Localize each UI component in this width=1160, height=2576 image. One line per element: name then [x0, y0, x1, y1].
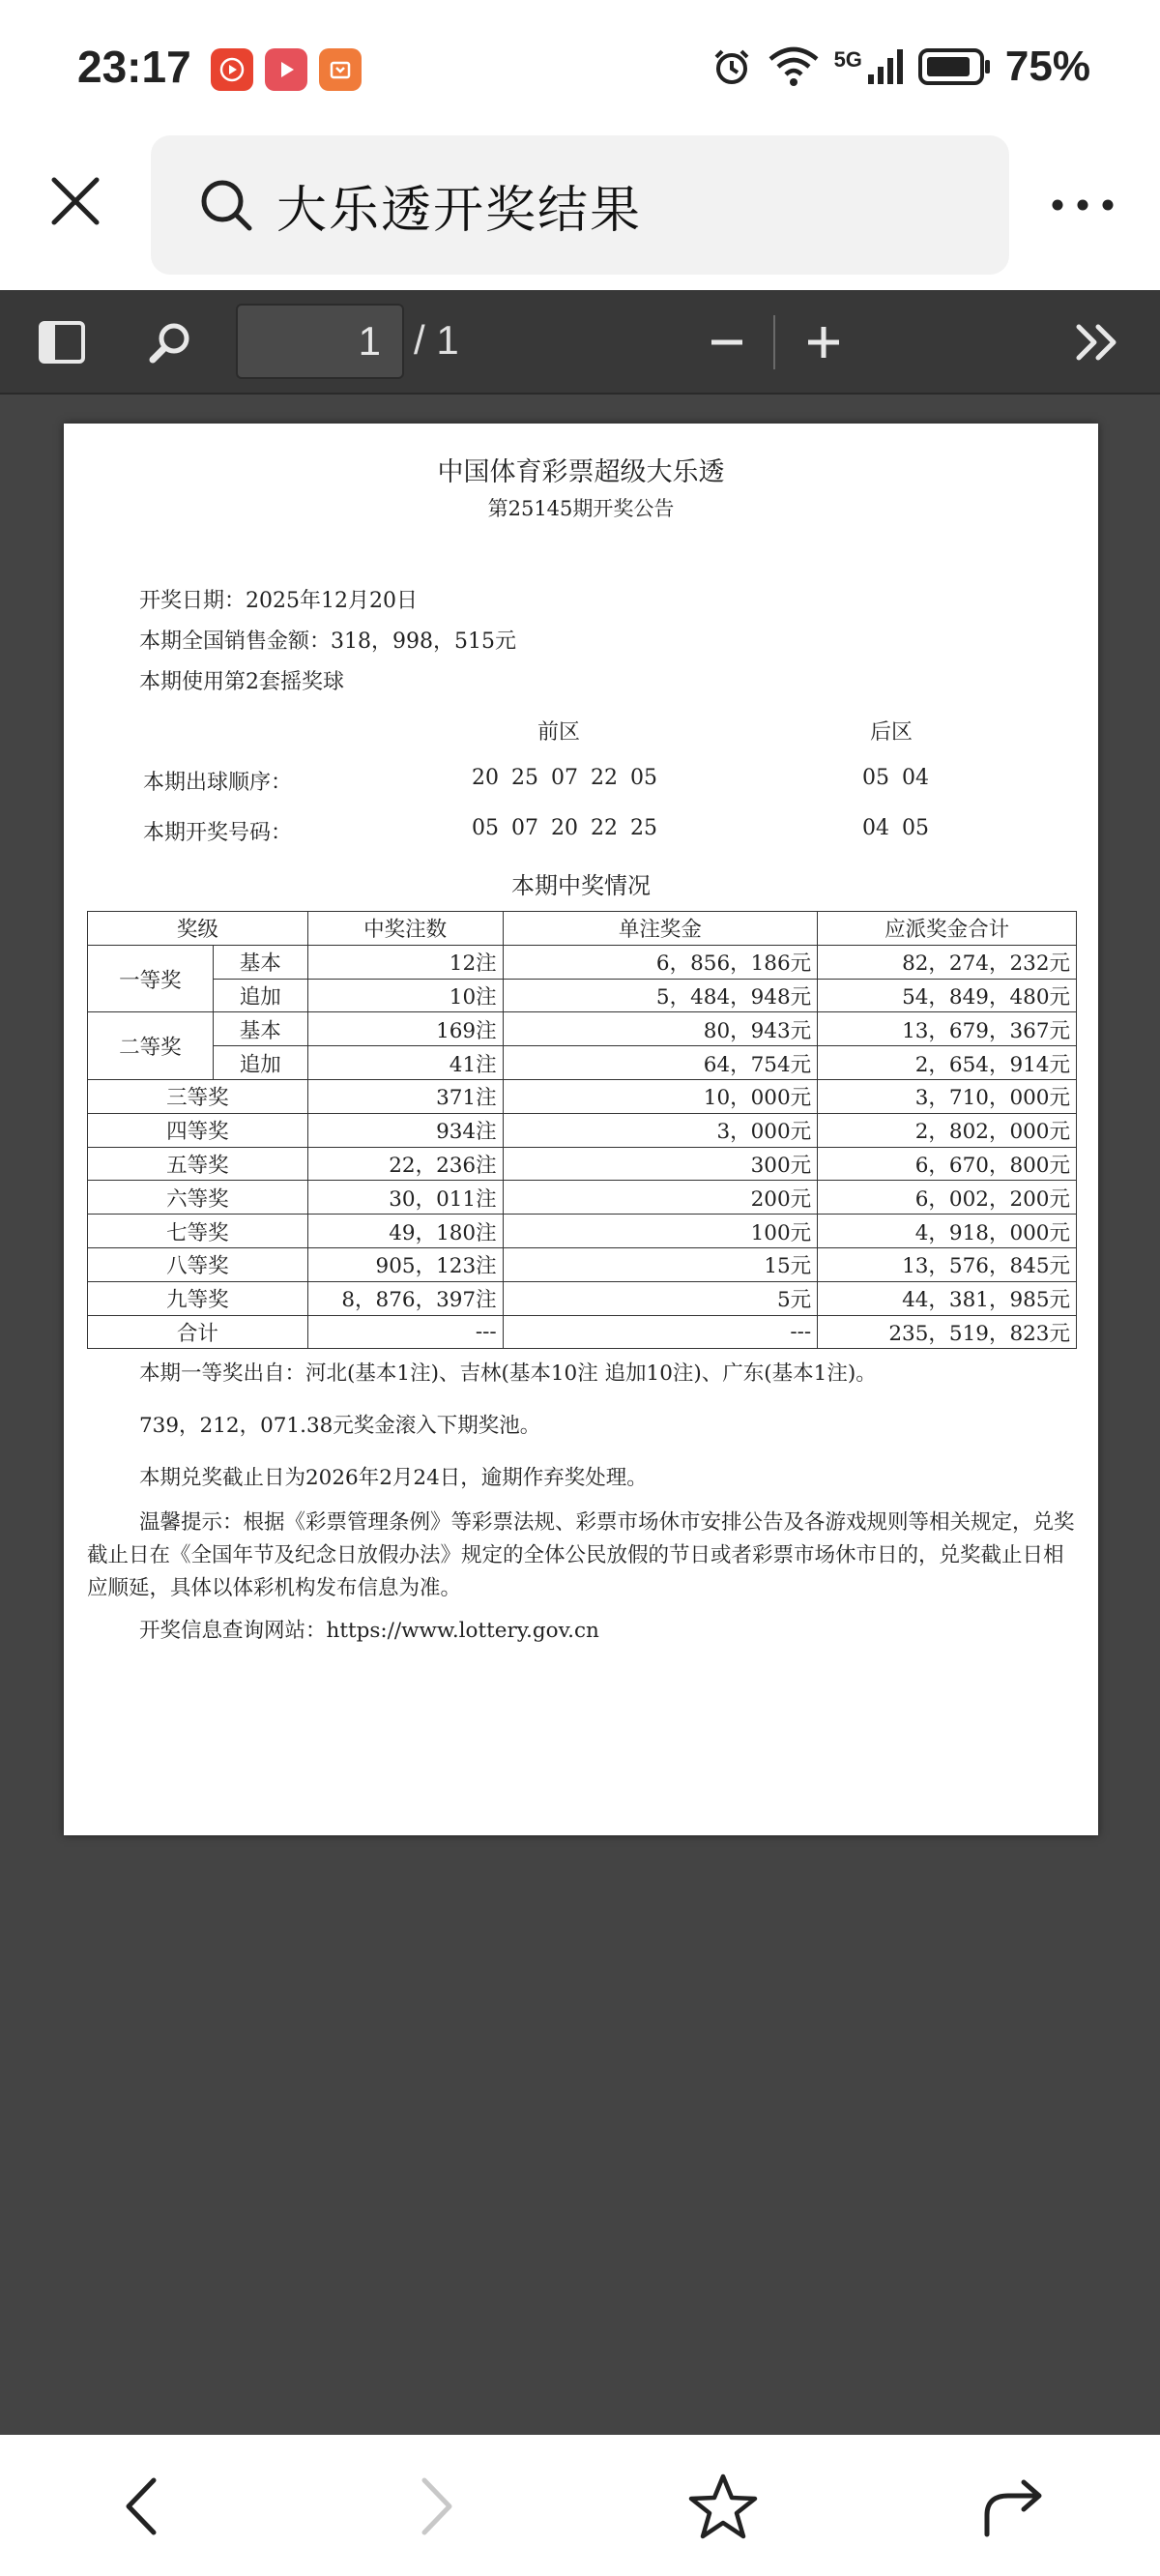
order-back-numbers: 05 04	[862, 766, 929, 790]
count-cell: 41注	[307, 1046, 503, 1080]
search-icon	[148, 320, 192, 365]
total-cell: 13，576，845元	[818, 1247, 1077, 1281]
search-header	[0, 135, 1160, 290]
count-cell: 934注	[307, 1113, 503, 1147]
level-cell: 二等奖	[88, 1012, 214, 1080]
count-cell: ---	[307, 1315, 503, 1349]
share-icon	[979, 2473, 1047, 2540]
prize-table	[87, 911, 1077, 1349]
search-query[interactable]: 大乐透开奖结果	[276, 181, 643, 240]
header-prize: 单注奖金	[503, 912, 818, 946]
total-cell: 13，679，367元	[818, 1012, 1077, 1046]
count-cell: 371注	[307, 1079, 503, 1113]
status-bar	[0, 0, 1160, 135]
numbers-label: 本期开奖号码：	[143, 821, 293, 845]
level-cell: 六等奖	[88, 1181, 308, 1215]
level-cell: 合计	[88, 1315, 308, 1349]
zoom-out-button[interactable]	[698, 313, 756, 371]
zoom-in-icon	[804, 323, 843, 362]
sidebar-toggle-icon	[38, 320, 86, 365]
forward-icon	[413, 2474, 461, 2538]
page-number-input[interactable]: 1	[236, 304, 404, 379]
total-cell: 235，519，823元	[818, 1315, 1077, 1349]
count-cell: 905，123注	[307, 1247, 503, 1281]
total-cell: 2，802，000元	[818, 1113, 1077, 1147]
cellular-signal	[834, 47, 905, 86]
sub-level-cell: 基本	[213, 945, 307, 979]
sub-level-cell: 追加	[213, 1046, 307, 1080]
draw-date: 开奖日期：2025年12月20日	[139, 589, 418, 613]
play-app-icon	[265, 48, 307, 91]
count-cell: 169注	[307, 1012, 503, 1046]
prize-cell: 15元	[503, 1247, 818, 1281]
close-button[interactable]	[44, 170, 106, 232]
table-row	[88, 1281, 1077, 1315]
winners-origin: 本期一等奖出自：河北(基本1注)、吉林(基本10注 追加10注)、广东(基本1注)。	[139, 1361, 877, 1386]
total-cell: 54，849，480元	[818, 979, 1077, 1012]
video-app-icon	[211, 48, 253, 91]
prize-cell: 100元	[503, 1215, 818, 1248]
prize-cell: 64，754元	[503, 1046, 818, 1080]
search-icon	[197, 176, 255, 234]
battery-icon	[918, 47, 992, 86]
prize-cell: 6，856，186元	[503, 945, 818, 979]
prize-cell: ---	[503, 1315, 818, 1349]
close-icon	[48, 174, 102, 228]
bookmark-button[interactable]	[686, 2470, 760, 2543]
prize-cell: 200元	[503, 1181, 818, 1215]
sidebar-toggle-button[interactable]	[33, 313, 91, 371]
document-title: 中国体育彩票超级大乐透	[437, 457, 725, 487]
forward-button[interactable]	[400, 2470, 474, 2543]
winning-back-numbers: 04 05	[862, 816, 929, 840]
count-cell: 30，011注	[307, 1181, 503, 1215]
bottom-navigation	[0, 2435, 1160, 2576]
network-label: 5G	[833, 47, 862, 72]
more-icon	[1048, 195, 1117, 215]
document-subtitle: 第25145期开奖公告	[487, 497, 675, 520]
double-chevron-right-icon	[1073, 321, 1123, 364]
prize-cell: 3，000元	[503, 1113, 818, 1147]
alarm-icon	[710, 45, 753, 88]
share-button[interactable]	[976, 2470, 1050, 2543]
total-cell: 4，918，000元	[818, 1215, 1077, 1248]
prize-cell: 300元	[503, 1147, 818, 1181]
header-count: 中奖注数	[307, 912, 503, 946]
tools-button[interactable]	[1069, 313, 1127, 371]
search-box[interactable]	[151, 135, 1009, 275]
back-button[interactable]	[104, 2470, 178, 2543]
table-row	[88, 1247, 1077, 1281]
total-cell: 3，710，000元	[818, 1079, 1077, 1113]
table-row	[88, 945, 1077, 979]
total-cell: 82，274，232元	[818, 945, 1077, 979]
pool-rollover: 739，212，071.38元奖金滚入下期奖池。	[139, 1414, 541, 1438]
count-cell: 10注	[307, 979, 503, 1012]
status-indicators	[710, 43, 1090, 91]
count-cell: 22，236注	[307, 1147, 503, 1181]
page-total: / 1	[414, 317, 459, 363]
winning-front-numbers: 05 07 20 22 25	[472, 816, 657, 840]
table-row	[88, 1215, 1077, 1248]
count-cell: 8，876，397注	[307, 1281, 503, 1315]
total-cell: 2，654，914元	[818, 1046, 1077, 1080]
level-cell: 八等奖	[88, 1247, 308, 1281]
prize-cell: 5，484，948元	[503, 979, 818, 1012]
signal-bars-icon	[866, 47, 905, 86]
prize-cell: 5元	[503, 1281, 818, 1315]
back-zone-label: 后区	[870, 720, 914, 745]
prize-cell: 10，000元	[503, 1079, 818, 1113]
table-row	[88, 1012, 1077, 1046]
header-total: 应派奖金合计	[818, 912, 1077, 946]
count-cell: 49，180注	[307, 1215, 503, 1248]
table-row	[88, 979, 1077, 1012]
total-cell: 44，381，985元	[818, 1281, 1077, 1315]
pdf-toolbar	[0, 290, 1160, 395]
zoom-in-button[interactable]	[795, 313, 853, 371]
zoom-out-icon	[708, 323, 746, 362]
table-header-row	[88, 912, 1077, 946]
total-cell: 6，670，800元	[818, 1147, 1077, 1181]
level-cell: 九等奖	[88, 1281, 308, 1315]
table-row	[88, 1147, 1077, 1181]
find-button[interactable]	[141, 313, 199, 371]
table-row	[88, 1113, 1077, 1147]
ball-set: 本期使用第2套摇奖球	[139, 670, 344, 694]
status-time: 23:17	[77, 42, 191, 92]
more-button[interactable]	[1044, 178, 1121, 232]
order-label: 本期出球顺序：	[143, 771, 293, 795]
level-cell: 一等奖	[88, 945, 214, 1012]
pdf-viewer[interactable]	[0, 395, 1160, 2435]
sub-level-cell: 追加	[213, 979, 307, 1012]
sub-level-cell: 基本	[213, 1012, 307, 1046]
prize-cell: 80，943元	[503, 1012, 818, 1046]
star-icon	[688, 2473, 758, 2540]
level-cell: 五等奖	[88, 1147, 308, 1181]
website-link[interactable]: 开奖信息查询网站：https://www.lottery.gov.cn	[139, 1619, 599, 1643]
table-row	[88, 1079, 1077, 1113]
header-level: 奖级	[88, 912, 308, 946]
reminder-text: 温馨提示：根据《彩票管理条例》等彩票法规、彩票市场休市安排公告及各游戏规则等相关规定，兑奖截止日在《全国年节及纪念日放假办法》规定的全体公民放假的节日或者彩票市场休市日的，兑奖截止日相应顺延，具体以体彩机构发布信息为准。	[87, 1510, 1075, 1600]
battery-percent: 75%	[1004, 43, 1090, 90]
wifi-icon	[767, 45, 821, 88]
total-cell: 6，002，200元	[818, 1181, 1077, 1215]
level-cell: 四等奖	[88, 1113, 308, 1147]
order-front-numbers: 20 25 07 22 05	[472, 766, 657, 790]
back-icon	[117, 2474, 165, 2538]
table-sum-row	[88, 1315, 1077, 1349]
front-zone-label: 前区	[537, 720, 581, 745]
table-title: 本期中奖情况	[511, 872, 651, 899]
table-row	[88, 1046, 1077, 1080]
level-cell: 三等奖	[88, 1079, 308, 1113]
sales-amount: 本期全国销售金额：318，998，515元	[139, 629, 516, 654]
pdf-page	[64, 424, 1098, 1835]
level-cell: 七等奖	[88, 1215, 308, 1248]
count-cell: 12注	[307, 945, 503, 979]
toolbar-separator	[773, 315, 775, 369]
gift-app-icon	[319, 48, 362, 91]
claim-deadline: 本期兑奖截止日为2026年2月24日，逾期作弃奖处理。	[139, 1466, 648, 1490]
table-row	[88, 1181, 1077, 1215]
